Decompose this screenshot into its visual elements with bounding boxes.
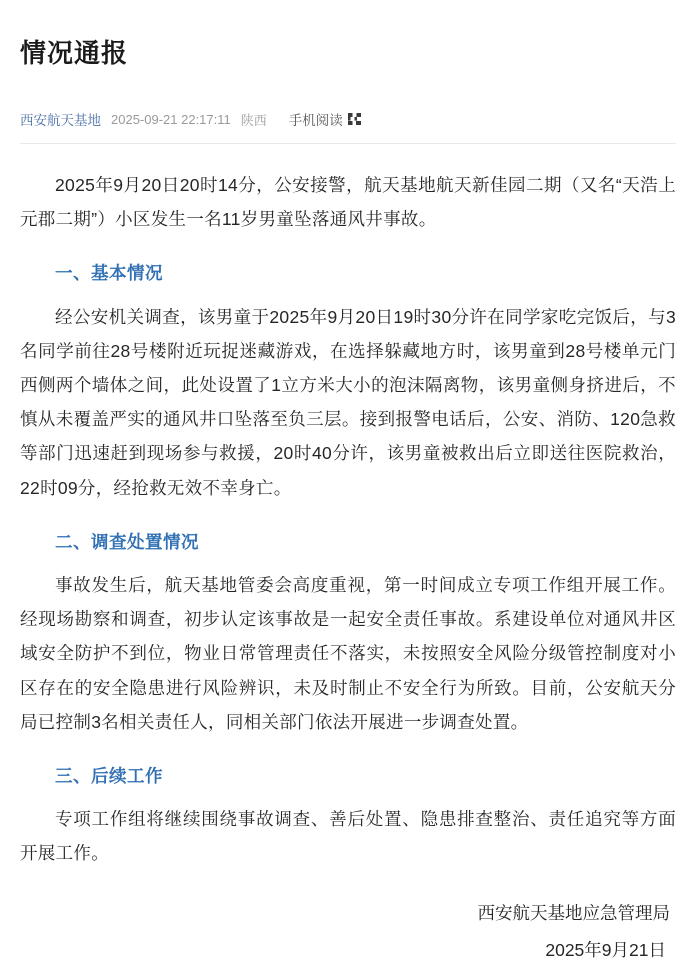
section-heading-2: 二、调查处置情况 (55, 531, 199, 552)
signature-date: 2025年9月21日 (545, 939, 666, 960)
article-meta (20, 95, 676, 139)
section-heading-3: 三、后续工作 (55, 765, 163, 786)
meta-source[interactable]: 西安航天基地 (20, 113, 101, 129)
mobile-read-button[interactable] (289, 109, 361, 129)
header-divider (20, 143, 676, 144)
mobile-read-label: 手机阅读 (288, 113, 343, 129)
meta-timestamp: 2025-09-21 22:17:11 (111, 111, 231, 127)
page-title: 情况通报 (20, 38, 129, 69)
section-3-paragraph: 专项工作组将继续围绕事故调查、善后处置、隐患排查整治、责任追究等方面开展工作。 (20, 809, 676, 864)
article-page (0, 17, 696, 960)
article-body (20, 150, 676, 967)
meta-region: 陕西 (240, 112, 267, 128)
qr-code-icon (348, 113, 361, 126)
signature-block (20, 897, 676, 967)
lead-paragraph: 2025年9月20日20时14分，公安接警，航天基地航天新佳园二期（又名“天浩上元郡二期”）小区发生一名11岁男童坠落通风井事故。 (20, 175, 676, 230)
signature-org: 西安航天基地应急管理局 (477, 902, 670, 923)
section-2-paragraph: 事故发生后，航天基地管委会高度重视，第一时间成立专项工作组开展工作。经现场勘察和调查，初步认定该事故是一起安全责任事故。系建设单位对通风井区域安全防护不到位，物业日常管理责任不落实，未按照安全风险分级管控制度对小区存在的安全隐患进行风险辨识，未及时制止不安全行为所致。目前，公安航天分局已控制3名相关责任人，同相关部门依法开展进一步调查处置。 (20, 575, 676, 732)
section-heading-1: 一、基本情况 (55, 263, 163, 284)
section-1-paragraph: 经公安机关调查，该男童于2025年9月20日19时30分许在同学家吃完饭后，与3名同学前往28号楼附近玩捉迷藏游戏，在选择躲藏地方时，该男童到28号楼单元门西侧两个墙体之间，此处设置了1立方米大小的泡沫隔离物，该男童侧身挤进后，不慎从未覆盖严实的通风井口坠落至负三层。接到报警电话后，公安、消防、120急救等部门迅速赶到现场参与救援，20时40分许，该男童被救出后立即送往医院救治，22时09分，经抢救无效不幸身亡。 (20, 306, 676, 498)
